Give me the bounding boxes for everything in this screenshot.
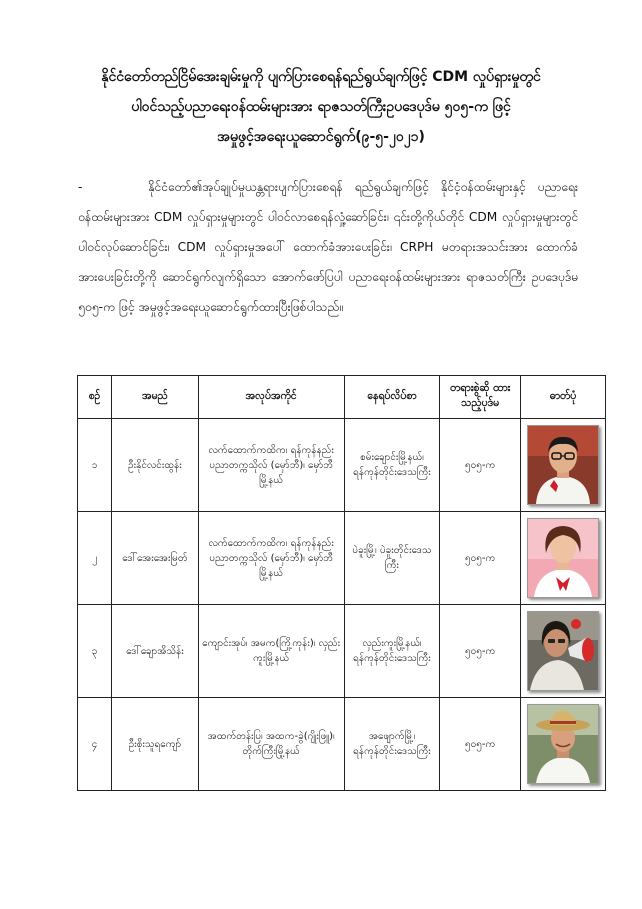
table-row [78, 512, 606, 605]
row-photo-cell [521, 512, 606, 605]
table-row [78, 605, 606, 698]
paragraph-dash: - [78, 180, 83, 194]
header-photo: ဓာတ်ပုံ [521, 376, 606, 419]
body-paragraph [78, 172, 578, 322]
row-photo-cell [521, 698, 606, 791]
row-address: ပဲခူးမြို့၊ ပဲခူးတိုင်းဒေသကြီး [344, 512, 440, 605]
row-position: လက်ထောက်ကထိက၊ ရန်ကုန်နည်းပညာတက္ကသိုလ် (မှော်ဘီ)၊ မှော်ဘီမြို့နယ် [198, 419, 344, 512]
header-address: နေရပ်လိပ်စာ [344, 376, 440, 419]
row-no: ၂ [78, 512, 112, 605]
row-position: လက်ထောက်ကထိက၊ ရန်ကုန်နည်းပညာတက္ကသိုလ် (မှော်ဘီ)၊ မှော်ဘီမြို့နယ် [198, 512, 344, 605]
row-name: ဦးစိုးသူရကျော် [112, 698, 199, 791]
row-photo-cell [521, 419, 606, 512]
row-no: ၁ [78, 419, 112, 512]
portrait-man-straw-hat [527, 704, 599, 784]
row-no: ၄ [78, 698, 112, 791]
paragraph-text: နိုင်ငံတော်၏အုပ်ချုပ်မှုယန္တရားပျက်ပြားစေရန် ရည်ရွယ်ချက်ဖြင့် နိုင်ငံ့ဝန်ထမ်းများနှင့် ပညာရေးဝန်ထမ်းများအား CDM လှုပ်ရှားမှုများတွင် ပါဝင်လာစေရန်လှုံ့ဆော်ခြင်း၊ ၎င်းတို့ကိုယ်တိုင် CDM လှုပ်ရှားမှုများတွင် ပါဝင်လုပ်ဆောင်ခြင်း၊ CDM လှုပ်ရှားမှုအပေါ် ထောက်ခံအားပေးခြင်း၊ CRPH မတရားအသင်းအား ထောက်ခံအားပေးခြင်းတို့ကို ဆောင်ရွက်လျက်ရှိသော အောက်ဖော်ပြပါ ပညာရေးဝန်ထမ်းများအား ရာဇသတ်ကြီး ဥပဒေပုဒ်မ ၅၀၅-က ဖြင့် အမှုဖွင့်အရေးယူဆောင်ရွက်ထားပြီးဖြစ်ပါသည်။ [78, 180, 578, 314]
people-table [77, 375, 606, 791]
portrait-woman-red-ribbon [527, 518, 599, 598]
row-name: ဦးနိုင်လင်းထွန်း [112, 419, 199, 512]
row-no: ၃ [78, 605, 112, 698]
row-address: လှည်းကူးမြို့နယ်၊ ရန်ကုန်တိုင်းဒေသကြီး [344, 605, 440, 698]
table-header-row [78, 376, 606, 419]
row-section: ၅၀၅-က [440, 698, 521, 791]
header-name: အမည် [112, 376, 199, 419]
row-address: စမ်းချောင်းမြို့နယ်၊ ရန်ကုန်တိုင်းဒေသကြီး [344, 419, 440, 512]
row-name: ဒေါ်ချောအိသိန်း [112, 605, 199, 698]
title-line-3: အမှုဖွင့်အရေးယူဆောင်ရွက်(၉-၅-၂၀၂၁) [217, 129, 425, 145]
header-section: တရားစွဲဆို ထားသည့်ပုဒ်မ [440, 376, 521, 419]
table-row [78, 698, 606, 791]
document-title [60, 62, 582, 152]
header-no: စဉ် [78, 376, 112, 419]
portrait-woman-megaphone [527, 611, 599, 691]
row-photo-cell [521, 605, 606, 698]
row-section: ၅၀၅-က [440, 419, 521, 512]
title-line-1: နိုင်ငံတော်တည်ငြိမ်အေးချမ်းမှုကို ပျက်ပြားစေရန်ရည်ရွယ်ချက်ဖြင့် CDM လှုပ်ရှားမှုတွင် [101, 69, 541, 85]
row-position: အထက်တန်းပြ၊ အထက-ခွဲ(ဂျိုးဖြူ)၊ တိုက်ကြီးမြို့နယ် [198, 698, 344, 791]
row-section: ၅၀၅-က [440, 512, 521, 605]
portrait-man-glasses [527, 425, 599, 505]
header-position: အလုပ်အကိုင် [198, 376, 344, 419]
table-row [78, 419, 606, 512]
row-name: ဒေါ်အေးအေးမြတ် [112, 512, 199, 605]
row-address: အဖျောက်မြို့၊ ရန်ကုန်တိုင်းဒေသကြီး [344, 698, 440, 791]
row-position: ကျောင်းအုပ်၊ အမက(ကြို့ကုန်း)၊ လှည်းကူးမြို့နယ် [198, 605, 344, 698]
row-section: ၅၀၅-က [440, 605, 521, 698]
title-line-2: ပါဝင်သည့်ပညာရေးဝန်ထမ်းများအား ရာဇသတ်ကြီးဥပဒေပုဒ်မ ၅၀၅-က ဖြင့် [131, 99, 511, 115]
